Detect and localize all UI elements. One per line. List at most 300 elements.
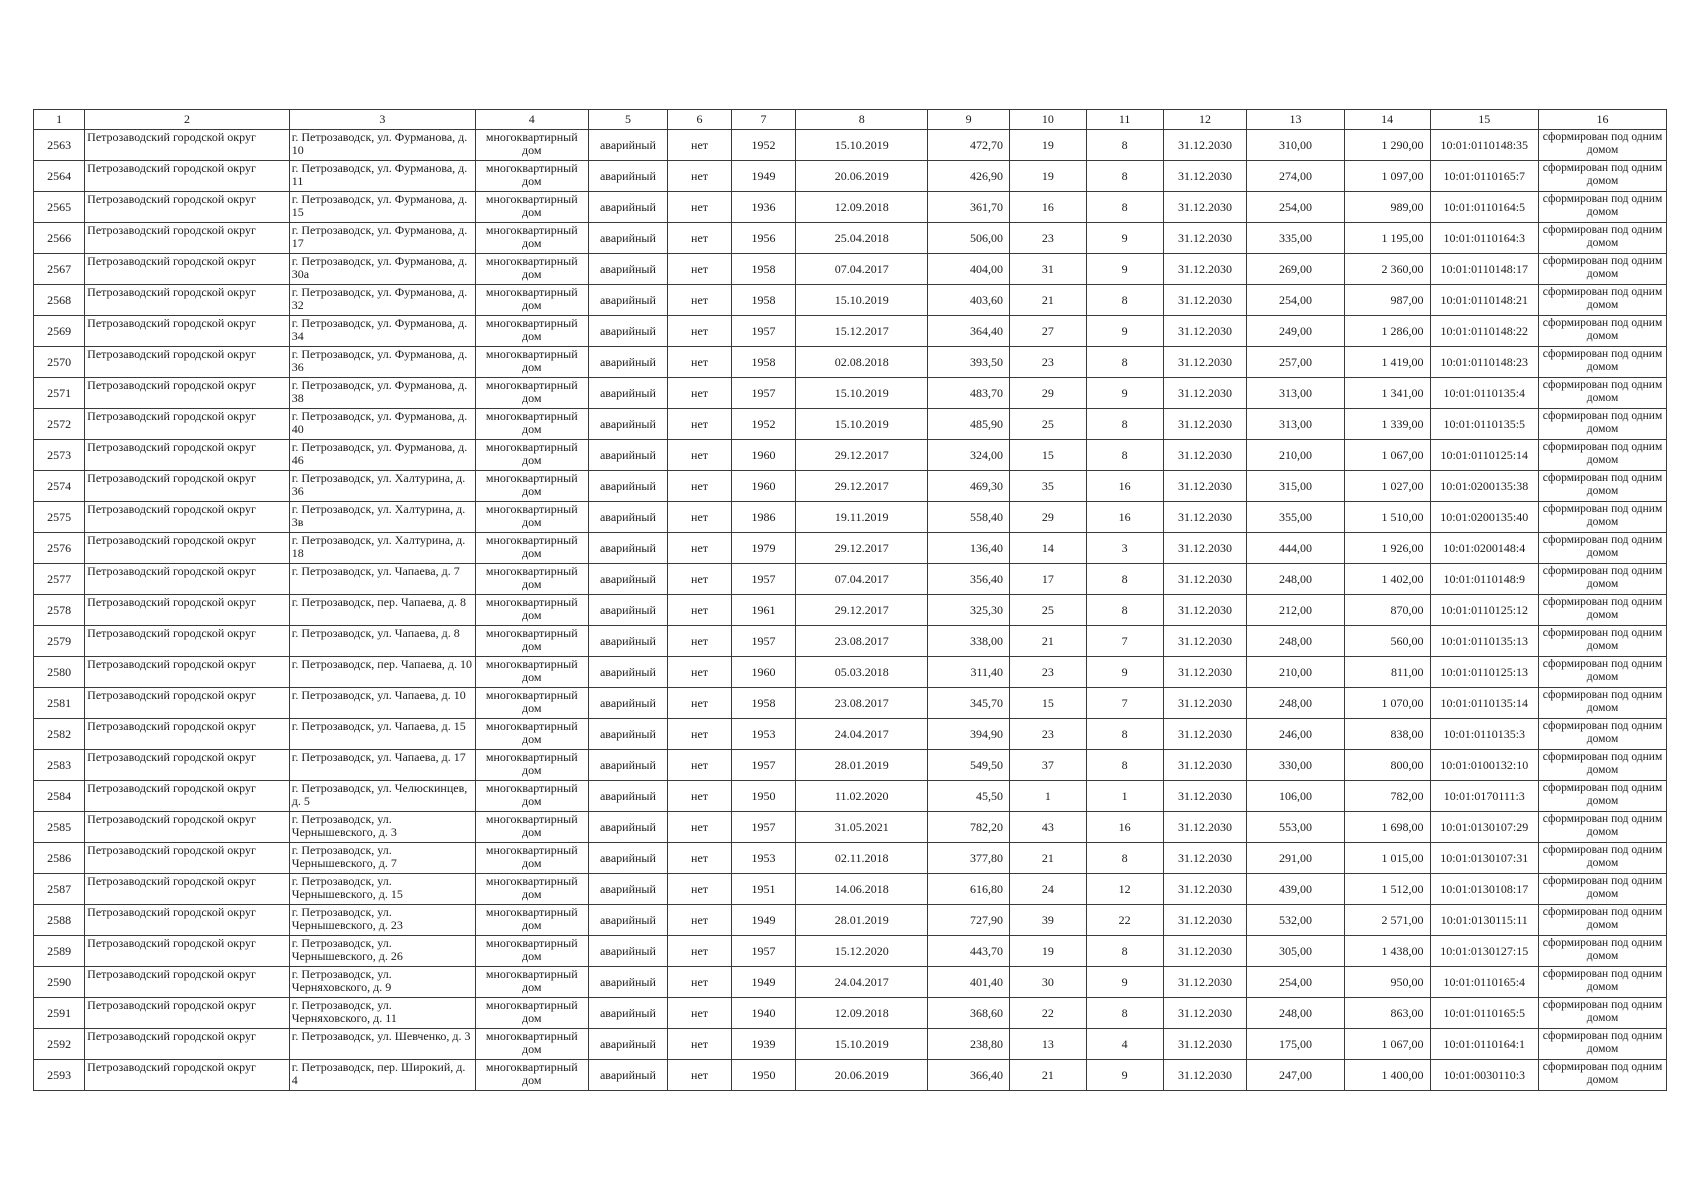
cell-recognition-date: 05.03.2018: [796, 657, 928, 688]
cell-apartments: 8: [1086, 936, 1163, 967]
cell-culture-heritage: нет: [668, 130, 731, 161]
cell-municipality: Петрозаводский городской округ: [85, 316, 290, 347]
cell-culture-heritage: нет: [668, 533, 731, 564]
cell-address: г. Петрозаводск, ул. Фурманова, д. 10: [289, 130, 475, 161]
cell-row-number: 2577: [34, 564, 85, 595]
cell-recognition-date: 15.10.2019: [796, 409, 928, 440]
cell-land-area: 1 027,00: [1344, 471, 1430, 502]
table-row: [34, 223, 1667, 254]
table-row: [34, 1060, 1667, 1091]
cell-built-year: 1957: [731, 316, 795, 347]
cell-total-area: 444,00: [1247, 533, 1344, 564]
cell-row-number: 2569: [34, 316, 85, 347]
cell-resettlement-deadline: 31.12.2030: [1163, 936, 1247, 967]
cell-land-area: 838,00: [1344, 719, 1430, 750]
cell-resettlement-deadline: 31.12.2030: [1163, 316, 1247, 347]
cell-apartments: 8: [1086, 595, 1163, 626]
table-row: [34, 750, 1667, 781]
cell-culture-heritage: нет: [668, 316, 731, 347]
cell-land-plot-status: сформирован под одним домом: [1538, 998, 1666, 1029]
cell-built-year: 1950: [731, 1060, 795, 1091]
cell-area: 616,80: [928, 874, 1010, 905]
cell-culture-heritage: нет: [668, 657, 731, 688]
cell-area: 558,40: [928, 502, 1010, 533]
cell-municipality: Петрозаводский городской округ: [85, 440, 290, 471]
cell-recognition-date: 31.05.2021: [796, 812, 928, 843]
cell-cadastral-number: 10:01:0110125:13: [1430, 657, 1538, 688]
cell-row-number: 2567: [34, 254, 85, 285]
cell-built-year: 1957: [731, 378, 795, 409]
cell-resettlement-deadline: 31.12.2030: [1163, 905, 1247, 936]
cell-address: г. Петрозаводск, ул. Чернышевского, д. 23: [289, 905, 475, 936]
cell-cadastral-number: 10:01:0130107:29: [1430, 812, 1538, 843]
column-header-15: 15: [1430, 110, 1538, 130]
cell-area: 238,80: [928, 1029, 1010, 1060]
column-header-5: 5: [588, 110, 668, 130]
cell-resettlement-deadline: 31.12.2030: [1163, 967, 1247, 998]
cell-total-area: 330,00: [1247, 750, 1344, 781]
cell-address: г. Петрозаводск, ул. Фурманова, д. 36: [289, 347, 475, 378]
cell-land-area: 987,00: [1344, 285, 1430, 316]
cell-built-year: 1949: [731, 161, 795, 192]
cell-culture-heritage: нет: [668, 254, 731, 285]
cell-built-year: 1957: [731, 936, 795, 967]
cell-address: г. Петрозаводск, пер. Широкий, д. 4: [289, 1060, 475, 1091]
cell-condition: аварийный: [588, 719, 668, 750]
table-row: [34, 595, 1667, 626]
cell-row-number: 2588: [34, 905, 85, 936]
cell-area: 338,00: [928, 626, 1010, 657]
table-row: [34, 657, 1667, 688]
cell-total-area: 248,00: [1247, 688, 1344, 719]
cell-total-area: 248,00: [1247, 626, 1344, 657]
cell-land-plot-status: сформирован под одним домом: [1538, 471, 1666, 502]
cell-building-type: многоквартирный дом: [476, 812, 589, 843]
cell-land-plot-status: сформирован под одним домом: [1538, 533, 1666, 564]
cell-total-area: 355,00: [1247, 502, 1344, 533]
cell-land-plot-status: сформирован под одним домом: [1538, 254, 1666, 285]
table-row: [34, 688, 1667, 719]
column-header-8: 8: [796, 110, 928, 130]
cell-municipality: Петрозаводский городской округ: [85, 223, 290, 254]
table-row: [34, 316, 1667, 347]
cell-resettlement-deadline: 31.12.2030: [1163, 564, 1247, 595]
cell-address: г. Петрозаводск, ул. Челюскинцев, д. 5: [289, 781, 475, 812]
cell-culture-heritage: нет: [668, 595, 731, 626]
cell-area: 361,70: [928, 192, 1010, 223]
cell-building-type: многоквартирный дом: [476, 440, 589, 471]
cell-address: г. Петрозаводск, ул. Чернышевского, д. 3: [289, 812, 475, 843]
cell-total-area: 212,00: [1247, 595, 1344, 626]
cell-residents: 21: [1010, 843, 1087, 874]
cell-residents: 21: [1010, 626, 1087, 657]
cell-condition: аварийный: [588, 409, 668, 440]
table-row: [34, 564, 1667, 595]
cell-total-area: 254,00: [1247, 967, 1344, 998]
cell-row-number: 2574: [34, 471, 85, 502]
cell-condition: аварийный: [588, 285, 668, 316]
cell-total-area: 315,00: [1247, 471, 1344, 502]
table-row: [34, 533, 1667, 564]
cell-land-plot-status: сформирован под одним домом: [1538, 316, 1666, 347]
cell-total-area: 274,00: [1247, 161, 1344, 192]
cell-land-area: 1 015,00: [1344, 843, 1430, 874]
cell-address: г. Петрозаводск, ул. Фурманова, д. 11: [289, 161, 475, 192]
cell-cadastral-number: 10:01:0130108:17: [1430, 874, 1538, 905]
cell-row-number: 2586: [34, 843, 85, 874]
cell-recognition-date: 28.01.2019: [796, 905, 928, 936]
cell-cadastral-number: 10:01:0110135:14: [1430, 688, 1538, 719]
cell-resettlement-deadline: 31.12.2030: [1163, 1029, 1247, 1060]
cell-resettlement-deadline: 31.12.2030: [1163, 998, 1247, 1029]
cell-land-plot-status: сформирован под одним домом: [1538, 905, 1666, 936]
cell-total-area: 210,00: [1247, 440, 1344, 471]
cell-residents: 21: [1010, 285, 1087, 316]
cell-row-number: 2583: [34, 750, 85, 781]
cell-land-plot-status: сформирован под одним домом: [1538, 440, 1666, 471]
cell-built-year: 1950: [731, 781, 795, 812]
cell-municipality: Петрозаводский городской округ: [85, 936, 290, 967]
cell-residents: 31: [1010, 254, 1087, 285]
cell-land-plot-status: сформирован под одним домом: [1538, 161, 1666, 192]
cell-land-plot-status: сформирован под одним домом: [1538, 378, 1666, 409]
cell-municipality: Петрозаводский городской округ: [85, 285, 290, 316]
cell-building-type: многоквартирный дом: [476, 843, 589, 874]
table-body: [34, 130, 1667, 1091]
column-header-10: 10: [1010, 110, 1087, 130]
cell-condition: аварийный: [588, 874, 668, 905]
cell-culture-heritage: нет: [668, 998, 731, 1029]
cell-residents: 39: [1010, 905, 1087, 936]
cell-address: г. Петрозаводск, ул. Шевченко, д. 3: [289, 1029, 475, 1060]
cell-building-type: многоквартирный дом: [476, 657, 589, 688]
cell-row-number: 2566: [34, 223, 85, 254]
cell-apartments: 7: [1086, 626, 1163, 657]
cell-condition: аварийный: [588, 936, 668, 967]
cell-total-area: 246,00: [1247, 719, 1344, 750]
cell-built-year: 1949: [731, 905, 795, 936]
cell-residents: 16: [1010, 192, 1087, 223]
cell-cadastral-number: 10:01:0110148:35: [1430, 130, 1538, 161]
cell-resettlement-deadline: 31.12.2030: [1163, 626, 1247, 657]
cell-recognition-date: 25.04.2018: [796, 223, 928, 254]
cell-resettlement-deadline: 31.12.2030: [1163, 502, 1247, 533]
cell-row-number: 2579: [34, 626, 85, 657]
cell-row-number: 2565: [34, 192, 85, 223]
table-row: [34, 905, 1667, 936]
cell-residents: 13: [1010, 1029, 1087, 1060]
cell-apartments: 8: [1086, 440, 1163, 471]
cell-apartments: 12: [1086, 874, 1163, 905]
cell-area: 485,90: [928, 409, 1010, 440]
cell-land-plot-status: сформирован под одним домом: [1538, 285, 1666, 316]
cell-condition: аварийный: [588, 905, 668, 936]
cell-residents: 22: [1010, 998, 1087, 1029]
cell-residents: 23: [1010, 347, 1087, 378]
cell-row-number: 2573: [34, 440, 85, 471]
cell-land-area: 950,00: [1344, 967, 1430, 998]
column-header-7: 7: [731, 110, 795, 130]
cell-residents: 15: [1010, 440, 1087, 471]
cell-cadastral-number: 10:01:0110165:7: [1430, 161, 1538, 192]
cell-address: г. Петрозаводск, ул. Чернышевского, д. 15: [289, 874, 475, 905]
cell-cadastral-number: 10:01:0110164:1: [1430, 1029, 1538, 1060]
housing-register-table: [33, 109, 1667, 1091]
cell-area: 377,80: [928, 843, 1010, 874]
cell-municipality: Петрозаводский городской округ: [85, 657, 290, 688]
cell-total-area: 291,00: [1247, 843, 1344, 874]
cell-resettlement-deadline: 31.12.2030: [1163, 750, 1247, 781]
cell-resettlement-deadline: 31.12.2030: [1163, 161, 1247, 192]
cell-land-plot-status: сформирован под одним домом: [1538, 936, 1666, 967]
cell-building-type: многоквартирный дом: [476, 595, 589, 626]
cell-area: 345,70: [928, 688, 1010, 719]
cell-land-plot-status: сформирован под одним домом: [1538, 502, 1666, 533]
cell-residents: 29: [1010, 378, 1087, 409]
cell-row-number: 2580: [34, 657, 85, 688]
column-header-4: 4: [476, 110, 589, 130]
cell-land-area: 1 286,00: [1344, 316, 1430, 347]
cell-land-area: 1 402,00: [1344, 564, 1430, 595]
cell-condition: аварийный: [588, 471, 668, 502]
cell-total-area: 439,00: [1247, 874, 1344, 905]
cell-culture-heritage: нет: [668, 161, 731, 192]
cell-recognition-date: 20.06.2019: [796, 161, 928, 192]
cell-culture-heritage: нет: [668, 626, 731, 657]
cell-area: 506,00: [928, 223, 1010, 254]
cell-cadastral-number: 10:01:0110148:23: [1430, 347, 1538, 378]
cell-condition: аварийный: [588, 316, 668, 347]
cell-resettlement-deadline: 31.12.2030: [1163, 347, 1247, 378]
cell-condition: аварийный: [588, 223, 668, 254]
cell-total-area: 335,00: [1247, 223, 1344, 254]
cell-land-plot-status: сформирован под одним домом: [1538, 595, 1666, 626]
cell-building-type: многоквартирный дом: [476, 192, 589, 223]
cell-row-number: 2589: [34, 936, 85, 967]
cell-built-year: 1952: [731, 409, 795, 440]
cell-area: 356,40: [928, 564, 1010, 595]
cell-land-area: 1 926,00: [1344, 533, 1430, 564]
cell-residents: 35: [1010, 471, 1087, 502]
cell-culture-heritage: нет: [668, 812, 731, 843]
table-row: [34, 812, 1667, 843]
cell-total-area: 248,00: [1247, 998, 1344, 1029]
cell-built-year: 1958: [731, 347, 795, 378]
cell-row-number: 2571: [34, 378, 85, 409]
cell-residents: 29: [1010, 502, 1087, 533]
cell-row-number: 2585: [34, 812, 85, 843]
cell-row-number: 2582: [34, 719, 85, 750]
cell-culture-heritage: нет: [668, 347, 731, 378]
cell-area: 324,00: [928, 440, 1010, 471]
cell-recognition-date: 15.12.2017: [796, 316, 928, 347]
cell-area: 401,40: [928, 967, 1010, 998]
cell-land-area: 782,00: [1344, 781, 1430, 812]
cell-resettlement-deadline: 31.12.2030: [1163, 130, 1247, 161]
cell-condition: аварийный: [588, 967, 668, 998]
cell-area: 136,40: [928, 533, 1010, 564]
cell-condition: аварийный: [588, 626, 668, 657]
cell-total-area: 305,00: [1247, 936, 1344, 967]
cell-land-area: 1 698,00: [1344, 812, 1430, 843]
cell-total-area: 313,00: [1247, 378, 1344, 409]
cell-condition: аварийный: [588, 657, 668, 688]
cell-resettlement-deadline: 31.12.2030: [1163, 843, 1247, 874]
cell-apartments: 9: [1086, 378, 1163, 409]
cell-recognition-date: 14.06.2018: [796, 874, 928, 905]
cell-area: 311,40: [928, 657, 1010, 688]
column-header-6: 6: [668, 110, 731, 130]
cell-recognition-date: 12.09.2018: [796, 192, 928, 223]
table-row: [34, 502, 1667, 533]
cell-land-area: 1 195,00: [1344, 223, 1430, 254]
cell-land-area: 1 067,00: [1344, 1029, 1430, 1060]
cell-built-year: 1953: [731, 843, 795, 874]
cell-area: 549,50: [928, 750, 1010, 781]
cell-culture-heritage: нет: [668, 192, 731, 223]
cell-apartments: 8: [1086, 347, 1163, 378]
table-row: [34, 843, 1667, 874]
cell-resettlement-deadline: 31.12.2030: [1163, 595, 1247, 626]
cell-municipality: Петрозаводский городской округ: [85, 409, 290, 440]
cell-municipality: Петрозаводский городской округ: [85, 1029, 290, 1060]
cell-built-year: 1936: [731, 192, 795, 223]
cell-municipality: Петрозаводский городской округ: [85, 626, 290, 657]
cell-built-year: 1958: [731, 688, 795, 719]
cell-cadastral-number: 10:01:0130127:15: [1430, 936, 1538, 967]
cell-residents: 25: [1010, 409, 1087, 440]
cell-municipality: Петрозаводский городской округ: [85, 781, 290, 812]
cell-built-year: 1940: [731, 998, 795, 1029]
cell-building-type: многоквартирный дом: [476, 347, 589, 378]
cell-land-area: 1 510,00: [1344, 502, 1430, 533]
cell-municipality: Петрозаводский городской округ: [85, 812, 290, 843]
cell-area: 364,40: [928, 316, 1010, 347]
cell-municipality: Петрозаводский городской округ: [85, 161, 290, 192]
cell-address: г. Петрозаводск, ул. Халтурина, д. 36: [289, 471, 475, 502]
cell-area: 393,50: [928, 347, 1010, 378]
cell-apartments: 9: [1086, 254, 1163, 285]
cell-building-type: многоквартирный дом: [476, 254, 589, 285]
cell-recognition-date: 07.04.2017: [796, 254, 928, 285]
cell-address: г. Петрозаводск, ул. Чапаева, д. 15: [289, 719, 475, 750]
cell-area: 443,70: [928, 936, 1010, 967]
cell-residents: 17: [1010, 564, 1087, 595]
table-row: [34, 781, 1667, 812]
cell-building-type: многоквартирный дом: [476, 285, 589, 316]
cell-recognition-date: 24.04.2017: [796, 967, 928, 998]
cell-apartments: 8: [1086, 285, 1163, 316]
cell-total-area: 310,00: [1247, 130, 1344, 161]
cell-apartments: 8: [1086, 564, 1163, 595]
cell-cadastral-number: 10:01:0110125:14: [1430, 440, 1538, 471]
cell-resettlement-deadline: 31.12.2030: [1163, 533, 1247, 564]
table-row: [34, 409, 1667, 440]
column-header-13: 13: [1247, 110, 1344, 130]
cell-building-type: многоквартирный дом: [476, 874, 589, 905]
column-header-11: 11: [1086, 110, 1163, 130]
cell-total-area: 313,00: [1247, 409, 1344, 440]
cell-land-area: 1 290,00: [1344, 130, 1430, 161]
cell-address: г. Петрозаводск, ул. Черняховского, д. 11: [289, 998, 475, 1029]
cell-recognition-date: 15.10.2019: [796, 285, 928, 316]
cell-building-type: многоквартирный дом: [476, 130, 589, 161]
cell-culture-heritage: нет: [668, 471, 731, 502]
cell-culture-heritage: нет: [668, 440, 731, 471]
cell-residents: 23: [1010, 719, 1087, 750]
cell-recognition-date: 12.09.2018: [796, 998, 928, 1029]
cell-culture-heritage: нет: [668, 688, 731, 719]
cell-total-area: 254,00: [1247, 192, 1344, 223]
cell-apartments: 8: [1086, 998, 1163, 1029]
cell-resettlement-deadline: 31.12.2030: [1163, 1060, 1247, 1091]
cell-area: 426,90: [928, 161, 1010, 192]
cell-building-type: многоквартирный дом: [476, 378, 589, 409]
cell-apartments: 8: [1086, 843, 1163, 874]
table-row: [34, 347, 1667, 378]
cell-land-area: 1 097,00: [1344, 161, 1430, 192]
cell-area: 394,90: [928, 719, 1010, 750]
cell-recognition-date: 28.01.2019: [796, 750, 928, 781]
table-row: [34, 998, 1667, 1029]
cell-municipality: Петрозаводский городской округ: [85, 967, 290, 998]
cell-land-plot-status: сформирован под одним домом: [1538, 750, 1666, 781]
cell-municipality: Петрозаводский городской округ: [85, 502, 290, 533]
cell-cadastral-number: 10:01:0110148:22: [1430, 316, 1538, 347]
cell-area: 403,60: [928, 285, 1010, 316]
cell-area: 782,20: [928, 812, 1010, 843]
cell-culture-heritage: нет: [668, 936, 731, 967]
cell-address: г. Петрозаводск, ул. Фурманова, д. 46: [289, 440, 475, 471]
cell-building-type: многоквартирный дом: [476, 316, 589, 347]
cell-built-year: 1960: [731, 471, 795, 502]
cell-municipality: Петрозаводский городской округ: [85, 688, 290, 719]
cell-area: 727,90: [928, 905, 1010, 936]
cell-built-year: 1960: [731, 440, 795, 471]
cell-row-number: 2576: [34, 533, 85, 564]
cell-residents: 43: [1010, 812, 1087, 843]
cell-condition: аварийный: [588, 440, 668, 471]
cell-built-year: 1953: [731, 719, 795, 750]
cell-municipality: Петрозаводский городской округ: [85, 905, 290, 936]
cell-land-area: 863,00: [1344, 998, 1430, 1029]
cell-culture-heritage: нет: [668, 781, 731, 812]
cell-row-number: 2593: [34, 1060, 85, 1091]
cell-area: 483,70: [928, 378, 1010, 409]
cell-address: г. Петрозаводск, ул. Халтурина, д. 3в: [289, 502, 475, 533]
cell-culture-heritage: нет: [668, 223, 731, 254]
table-row: [34, 874, 1667, 905]
cell-land-plot-status: сформирован под одним домом: [1538, 781, 1666, 812]
cell-apartments: 16: [1086, 812, 1163, 843]
cell-municipality: Петрозаводский городской округ: [85, 998, 290, 1029]
cell-cadastral-number: 10:01:0200148:4: [1430, 533, 1538, 564]
cell-address: г. Петрозаводск, ул. Черняховского, д. 9: [289, 967, 475, 998]
cell-building-type: многоквартирный дом: [476, 750, 589, 781]
cell-culture-heritage: нет: [668, 285, 731, 316]
column-number-header-row: [34, 110, 1667, 130]
cell-recognition-date: 20.06.2019: [796, 1060, 928, 1091]
column-header-1: 1: [34, 110, 85, 130]
cell-resettlement-deadline: 31.12.2030: [1163, 719, 1247, 750]
table-row: [34, 936, 1667, 967]
cell-residents: 14: [1010, 533, 1087, 564]
cell-land-area: 1 400,00: [1344, 1060, 1430, 1091]
cell-building-type: многоквартирный дом: [476, 409, 589, 440]
cell-residents: 27: [1010, 316, 1087, 347]
cell-address: г. Петрозаводск, ул. Чернышевского, д. 7: [289, 843, 475, 874]
cell-recognition-date: 24.04.2017: [796, 719, 928, 750]
